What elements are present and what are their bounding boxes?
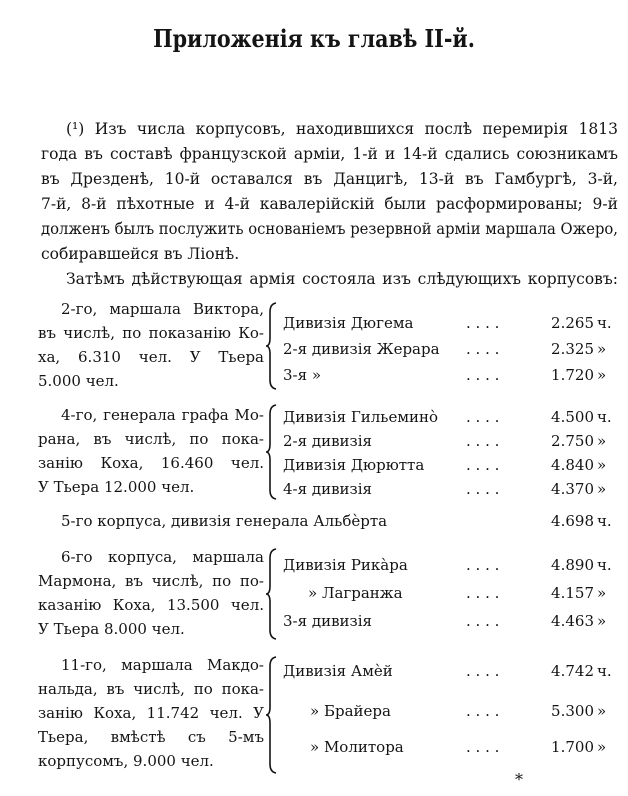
brace-icon xyxy=(266,404,278,500)
corps-description-line: Мармона, въ числѣ, по по- xyxy=(38,572,264,590)
leader-dots: . . . . xyxy=(466,702,500,720)
corps-description-line: 11-го, маршала Макдо- xyxy=(61,656,264,674)
leader-dots: . . . . xyxy=(466,456,500,474)
leader-dots: . . . . xyxy=(466,366,500,384)
footnote-intro: Затѣмъ дѣйствующая армія состояла изъ слѣдующихъ корпусовъ: xyxy=(66,270,618,288)
corps-description-line: Тьера, вмѣстѣ съ 5-мъ xyxy=(38,728,264,746)
division-label: » Молитора xyxy=(310,738,404,756)
division-value: 1.700 xyxy=(551,738,594,756)
division-value: 4.742 xyxy=(551,662,594,680)
division-unit: » xyxy=(597,340,607,358)
brace-icon xyxy=(266,548,278,640)
footnote-line: 7-й, 8-й пѣхотные и 4-й кавалерійскій были расформированы; 9-й xyxy=(41,195,618,213)
corps-description-line: занію Коха, 11.742 чел. У xyxy=(38,704,264,722)
division-unit: ч. xyxy=(597,662,612,680)
division-label: 2-я дивизія Жерара xyxy=(283,340,440,358)
division-unit: » xyxy=(597,480,607,498)
division-unit: » xyxy=(597,612,607,630)
brace-icon xyxy=(266,656,278,774)
leader-dots: . . . . xyxy=(466,340,500,358)
corps-description-line: 2-го, маршала Виктора, xyxy=(61,300,264,318)
division-value: 4.463 xyxy=(551,612,594,630)
page-title: Приложенія къ главѣ II-й. xyxy=(153,24,475,53)
corps-description-line: 6-го корпуса, маршала xyxy=(61,548,264,566)
end-star: * xyxy=(515,770,523,789)
division-value: 4.370 xyxy=(551,480,594,498)
corps-single-line: 5-го корпуса, дивизія генерала Альбèрта xyxy=(61,512,388,530)
corps-description-line: У Тьера 12.000 чел. xyxy=(38,478,195,496)
division-unit: ч. xyxy=(597,314,612,332)
footnote-line: въ Дрезденѣ, 10-й оставался въ Данцигѣ, 13-й въ Гамбургѣ, 3-й, xyxy=(41,170,618,188)
division-label: Дивизія Гильеминò xyxy=(283,408,439,426)
corps-description-line: нальда, въ числѣ, по пока- xyxy=(38,680,264,698)
division-value: 2.325 xyxy=(551,340,594,358)
division-unit: » xyxy=(597,432,607,450)
corps-description-line: У Тьера 8.000 чел. xyxy=(38,620,185,638)
corps-description-line: корпусомъ, 9.000 чел. xyxy=(38,752,214,770)
corps-description-line: ха, 6.310 чел. У Тьера xyxy=(38,348,264,366)
division-value: 4.157 xyxy=(551,584,594,602)
leader-dots: . . . . xyxy=(466,662,500,680)
leader-dots: . . . . xyxy=(466,556,500,574)
corps-description-line: занію Коха, 16.460 чел. xyxy=(38,454,264,472)
division-label: » Лагранжа xyxy=(308,584,403,602)
footnote-line: (¹) Изъ числа корпусовъ, находившихся послѣ перемирія 1813 xyxy=(66,120,618,138)
footnote-line: долженъ былъ послужить основаніемъ резервной арміи маршала Ожеро, xyxy=(41,220,618,238)
footnote-line: собиравшейся въ Ліонѣ. xyxy=(41,245,240,263)
division-unit: » xyxy=(597,456,607,474)
corps-description-line: рана, въ числѣ, по пока- xyxy=(38,430,264,448)
division-label: 4-я дивизія xyxy=(283,480,372,498)
division-value: 4.890 xyxy=(551,556,594,574)
division-value: 5.300 xyxy=(551,702,594,720)
footnote-line: года въ составѣ французской арміи, 1-й и 14-й сдались союзникамъ xyxy=(41,145,618,163)
brace-icon xyxy=(266,302,278,390)
division-unit: » xyxy=(597,702,607,720)
leader-dots: . . . . xyxy=(466,408,500,426)
division-label: Дивизія Дюрютта xyxy=(283,456,425,474)
corps-description-line: казанію Коха, 13.500 чел. xyxy=(38,596,264,614)
division-unit: » xyxy=(597,366,607,384)
division-unit: » xyxy=(597,738,607,756)
division-label: 3-я » xyxy=(283,366,322,384)
leader-dots: . . . . xyxy=(466,432,500,450)
division-unit: » xyxy=(597,584,607,602)
division-value: 2.265 xyxy=(551,314,594,332)
division-label: Дивизія Рикàра xyxy=(283,556,408,574)
leader-dots: . . . . xyxy=(466,584,500,602)
division-value: 2.750 xyxy=(551,432,594,450)
division-unit: ч. xyxy=(597,408,612,426)
division-value: 4.698 xyxy=(551,512,594,530)
division-value: 1.720 xyxy=(551,366,594,384)
division-value: 4.840 xyxy=(551,456,594,474)
leader-dots: . . . . xyxy=(466,314,500,332)
division-label: 2-я дивизія xyxy=(283,432,372,450)
corps-description-line: 5.000 чел. xyxy=(38,372,119,390)
leader-dots: . . . . xyxy=(466,738,500,756)
division-unit: ч. xyxy=(597,512,612,530)
division-value: 4.500 xyxy=(551,408,594,426)
division-label: 3-я дивизія xyxy=(283,612,372,630)
division-unit: ч. xyxy=(597,556,612,574)
leader-dots: . . . . xyxy=(466,480,500,498)
leader-dots: . . . . xyxy=(466,612,500,630)
division-label: Дивизія Амèй xyxy=(283,662,393,680)
division-label: » Брайера xyxy=(310,702,391,720)
corps-description-line: въ числѣ, по показанію Ко- xyxy=(38,324,264,342)
division-label: Дивизія Дюгема xyxy=(283,314,414,332)
corps-description-line: 4-го, генерала графа Мо- xyxy=(61,406,264,424)
